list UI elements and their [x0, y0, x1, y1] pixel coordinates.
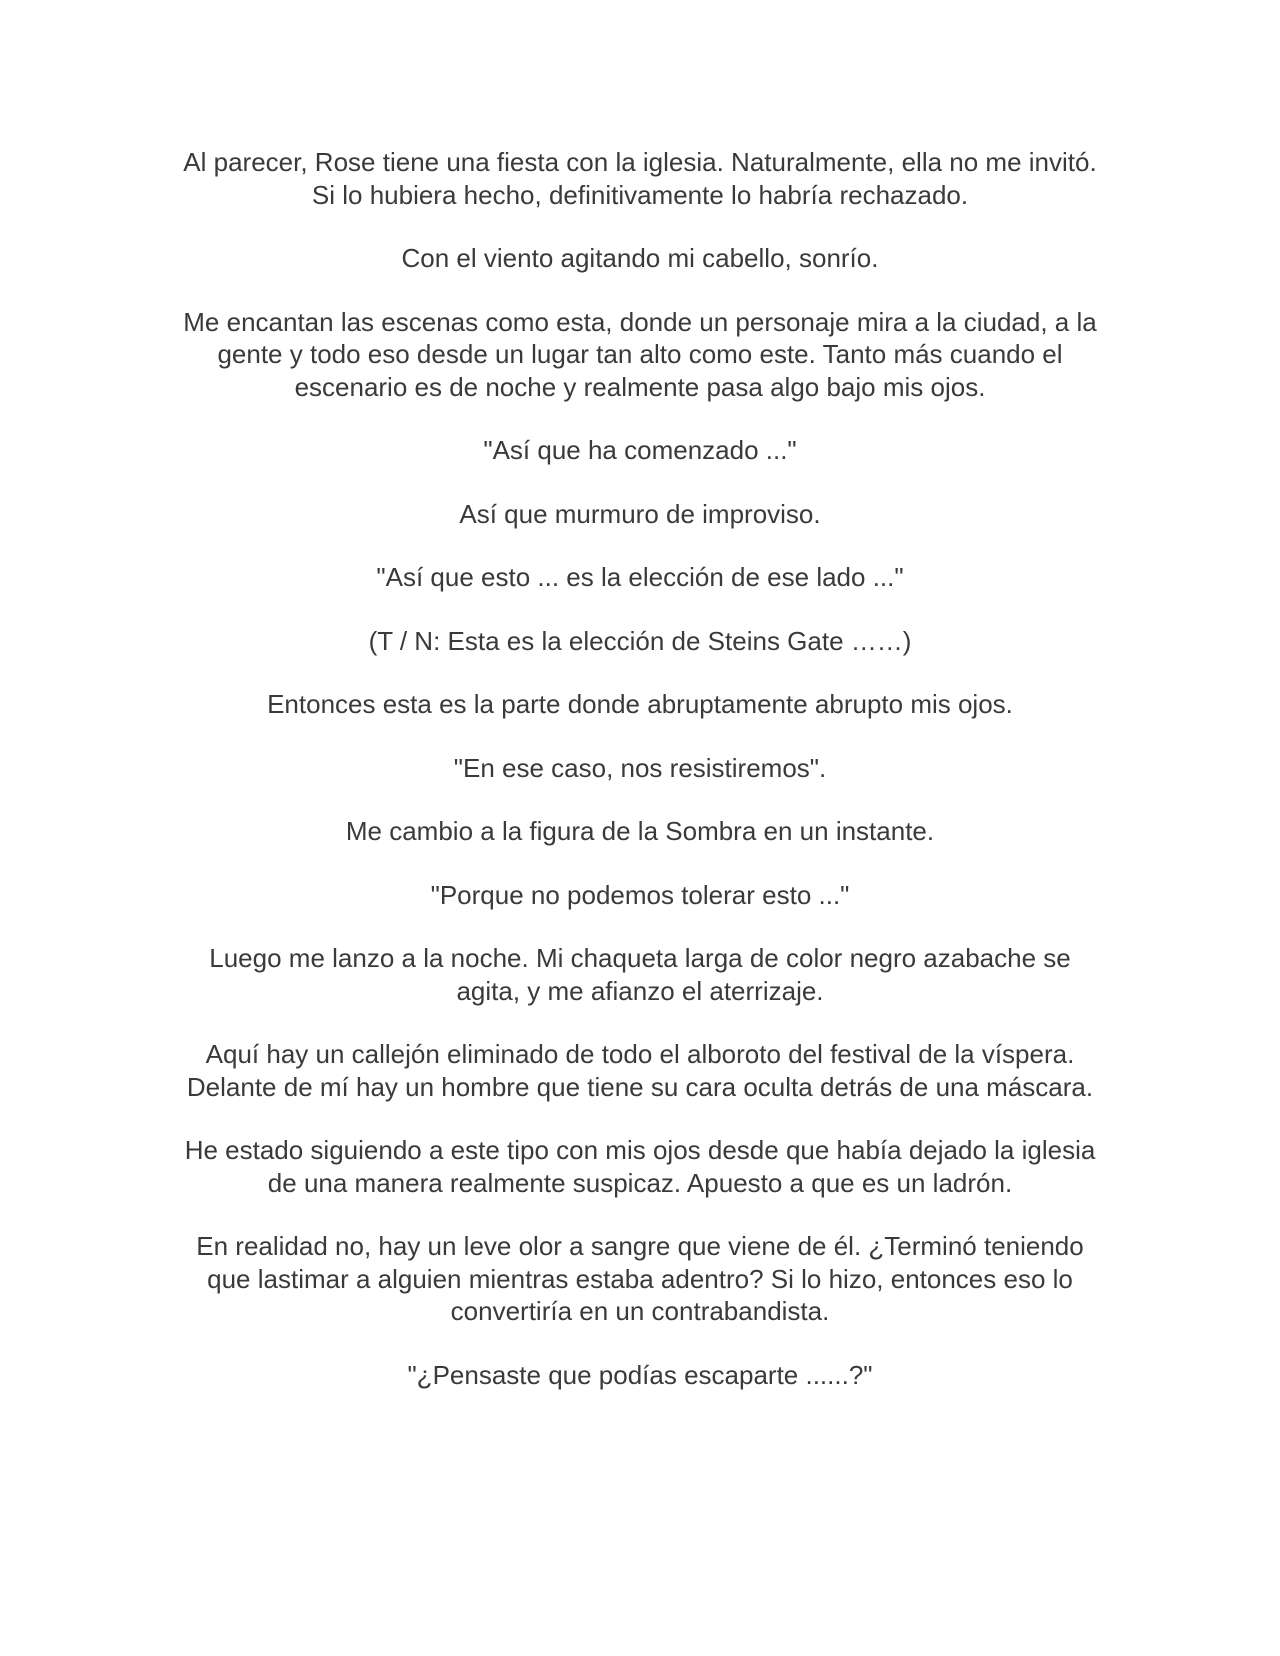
paragraph-2: Con el viento agitando mi cabello, sonrío. [401, 243, 879, 273]
paragraph-7: (T / N: Esta es la elección de Steins Gate ……) [368, 625, 912, 656]
paragraph-12: Luego me lanzo a la noche. Mi chaqueta larga de color negro azabache se agita, y me afianzo el aterrizaje. [209, 943, 1071, 1006]
paragraph-14: He estado siguiendo a este tipo con mis ojos desde que había dejado la iglesia de una manera realmente suspicaz. Apuesto a que es un ladrón. [184, 1135, 1096, 1198]
document-body [180, 146, 1100, 1422]
paragraph-6: "Así que esto ... es la elección de ese lado ..." [376, 562, 904, 592]
paragraph-13: Aquí hay un callejón eliminado de todo el alboroto del festival de la víspera. Delante de mí hay un hombre que tiene su cara oculta detrás de una máscara. [186, 1039, 1094, 1102]
paragraph-16: "¿Pensaste que podías escaparte ......?" [407, 1359, 873, 1390]
paragraph-15: En realidad no, hay un leve olor a sangre que viene de él. ¿Terminó teniendo que lastimar a alguien mientras estaba adentro? Si lo hizo, entonces eso lo convertiría en un contrabandista. [196, 1231, 1084, 1326]
paragraph-10: Me cambio a la figura de la Sombra en un instante. [345, 816, 935, 846]
paragraph-9: "En ese caso, nos resistiremos". [453, 752, 827, 783]
paragraph-4: "Así que ha comenzado ..." [483, 435, 797, 465]
paragraph-11: "Porque no podemos tolerar esto ..." [430, 879, 850, 910]
paragraph-5: Así que murmuro de improviso. [459, 498, 821, 529]
paragraph-3: Me encantan las escenas como esta, donde un personaje mira a la ciudad, a la gente y todo eso desde un lugar tan alto como este. Tanto más cuando el escenario es de noche y realmente pasa algo bajo mis ojos. [183, 306, 1097, 402]
paragraph-1: Al parecer, Rose tiene una fiesta con la iglesia. Naturalmente, ella no me invitó. Si lo hubiera hecho, definitivamente lo habría rechazado. [183, 147, 1097, 210]
paragraph-8: Entonces esta es la parte donde abruptamente abrupto mis ojos. [267, 689, 1013, 719]
